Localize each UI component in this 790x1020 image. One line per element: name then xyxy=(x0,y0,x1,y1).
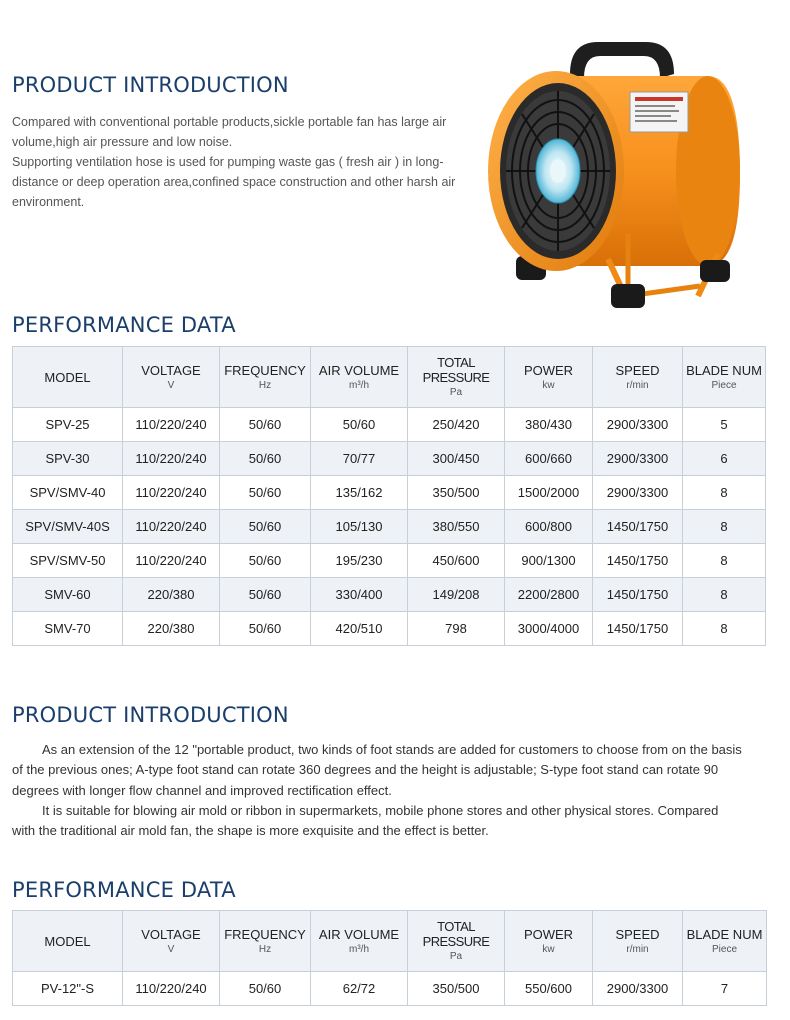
column-header-unit: m³/h xyxy=(349,379,369,391)
table-cell: 1450/1750 xyxy=(593,544,683,578)
column-header-label: TOTAL PRESSURE xyxy=(422,919,490,949)
column-header-label: MODEL xyxy=(44,933,91,949)
table-cell: 50/60 xyxy=(220,476,311,510)
column-header xyxy=(123,911,220,972)
section2-title: PRODUCT INTRODUCTION xyxy=(12,703,289,727)
column-header-unit: Hz xyxy=(258,379,272,391)
table-row xyxy=(13,544,766,578)
table-cell: 2900/3300 xyxy=(593,476,683,510)
column-header-unit: Hz xyxy=(258,943,272,955)
table-cell: 1450/1750 xyxy=(593,612,683,646)
column-header-label: VOLTAGE xyxy=(141,362,201,378)
table-cell: SPV/SMV-50 xyxy=(13,544,123,578)
table-cell: 50/60 xyxy=(220,972,311,1006)
column-header-unit: kw xyxy=(542,379,555,391)
table-cell: 50/60 xyxy=(220,408,311,442)
table-cell: 250/420 xyxy=(408,408,505,442)
column-header-unit: Pa xyxy=(449,387,463,398)
column-header-unit: r/min xyxy=(626,943,649,955)
table-cell: 220/380 xyxy=(123,578,220,612)
table-cell: 195/230 xyxy=(311,544,408,578)
table-cell: 62/72 xyxy=(311,972,408,1006)
column-header xyxy=(593,911,683,972)
table-cell: 50/60 xyxy=(220,442,311,476)
column-header xyxy=(408,911,505,972)
column-header-label: FREQUENCY xyxy=(224,926,306,942)
column-header-label: VOLTAGE xyxy=(141,926,201,942)
table-cell: 3000/4000 xyxy=(505,612,593,646)
table-cell: 600/800 xyxy=(505,510,593,544)
section1-paragraph: Supporting ventilation hose is used for pumping waste gas ( fresh air ) in long-distance or deep operation area,confined space construction and other harsh air environment. xyxy=(12,155,456,209)
table-cell: 110/220/240 xyxy=(123,442,220,476)
column-header xyxy=(505,347,593,408)
column-header-label: BLADE NUM xyxy=(686,362,762,378)
table-cell: 149/208 xyxy=(408,578,505,612)
portable-fan-image xyxy=(478,34,778,314)
table-cell: 8 xyxy=(683,476,766,510)
column-header xyxy=(683,347,766,408)
table-cell: 50/60 xyxy=(220,578,311,612)
table-cell: 8 xyxy=(683,578,766,612)
table-cell: SMV-70 xyxy=(13,612,123,646)
table-cell: SPV/SMV-40S xyxy=(13,510,123,544)
column-header-label: SPEED xyxy=(615,362,660,378)
column-header-unit: Pa xyxy=(449,951,463,962)
performance-table-1 xyxy=(12,346,766,646)
column-header xyxy=(505,911,593,972)
table-cell: 420/510 xyxy=(311,612,408,646)
column-header xyxy=(683,911,767,972)
table-cell: 110/220/240 xyxy=(123,510,220,544)
column-header-label: BLADE NUM xyxy=(686,926,763,942)
column-header-unit: V xyxy=(167,943,175,955)
table-cell: 110/220/240 xyxy=(123,476,220,510)
table-cell: 300/450 xyxy=(408,442,505,476)
column-header xyxy=(123,347,220,408)
table-cell: 220/380 xyxy=(123,612,220,646)
performance1-title: PERFORMANCE DATA xyxy=(12,313,236,337)
table-cell: SPV-30 xyxy=(13,442,123,476)
table-cell: 380/550 xyxy=(408,510,505,544)
column-header xyxy=(311,347,408,408)
table-cell: SPV/SMV-40 xyxy=(13,476,123,510)
column-header xyxy=(408,347,505,408)
table-cell: 50/60 xyxy=(220,510,311,544)
table-cell: 1450/1750 xyxy=(593,510,683,544)
column-header xyxy=(593,347,683,408)
table-cell: 380/430 xyxy=(505,408,593,442)
table-cell: 450/600 xyxy=(408,544,505,578)
table-row xyxy=(13,442,766,476)
section1-title: PRODUCT INTRODUCTION xyxy=(12,73,289,97)
column-header-label: POWER xyxy=(523,926,574,942)
table-cell: 6 xyxy=(683,442,766,476)
table-cell: 110/220/240 xyxy=(123,544,220,578)
column-header xyxy=(13,347,123,408)
table-cell: 2900/3300 xyxy=(593,442,683,476)
column-header-label: POWER xyxy=(523,362,574,378)
column-header-label: SPEED xyxy=(615,926,660,942)
table-row xyxy=(13,578,766,612)
column-header xyxy=(13,911,123,972)
table-cell: 8 xyxy=(683,612,766,646)
column-header-unit: Piece xyxy=(711,943,737,955)
table-cell: 110/220/240 xyxy=(123,972,220,1006)
section1-paragraph: Compared with conventional portable products,sickle portable fan has large air volume,high air pressure and low noise. xyxy=(12,115,447,149)
table-cell: 350/500 xyxy=(408,972,505,1006)
column-header-unit: kw xyxy=(542,943,555,955)
table-cell: 2200/2800 xyxy=(505,578,593,612)
section2-text xyxy=(12,740,742,841)
column-header-label: TOTAL PRESSURE xyxy=(422,355,490,385)
table-row xyxy=(13,408,766,442)
table-cell: 50/60 xyxy=(220,544,311,578)
table-cell: 110/220/240 xyxy=(123,408,220,442)
column-header-label: FREQUENCY xyxy=(224,362,306,378)
table-cell: SPV-25 xyxy=(13,408,123,442)
column-header-unit: r/min xyxy=(626,379,649,391)
table-cell: SMV-60 xyxy=(13,578,123,612)
table-cell: 600/660 xyxy=(505,442,593,476)
column-header-label: MODEL xyxy=(44,369,91,385)
table-cell: 105/130 xyxy=(311,510,408,544)
table-cell: 50/60 xyxy=(311,408,408,442)
table-row xyxy=(13,612,766,646)
table-cell: 8 xyxy=(683,544,766,578)
table-cell: 2900/3300 xyxy=(593,408,683,442)
table-cell: 7 xyxy=(683,972,767,1006)
table-row xyxy=(13,972,767,1006)
section1-text xyxy=(12,112,472,212)
performance-table-2 xyxy=(12,910,767,1006)
table-cell: 5 xyxy=(683,408,766,442)
column-header-label: AIR VOLUME xyxy=(318,926,400,942)
table-cell: 1450/1750 xyxy=(593,578,683,612)
section2-paragraph: As an extension of the 12 "portable product, two kinds of foot stands are added for customers to choose from on the basis of the previous ones; A-type foot stand can rotate 360 degrees and the height is adjustable; S-type foot stand can rotate 90 degrees with longer flow channel and improved rectification effect. xyxy=(12,742,742,798)
column-header-unit: V xyxy=(167,379,175,391)
table-cell: PV-12"-S xyxy=(13,972,123,1006)
table-cell: 1500/2000 xyxy=(505,476,593,510)
table-header-row xyxy=(13,347,766,408)
column-header xyxy=(311,911,408,972)
table-cell: 50/60 xyxy=(220,612,311,646)
column-header-unit: Piece xyxy=(711,379,737,391)
table-cell: 550/600 xyxy=(505,972,593,1006)
performance2-title: PERFORMANCE DATA xyxy=(12,878,236,902)
column-header xyxy=(220,347,311,408)
table-cell: 330/400 xyxy=(311,578,408,612)
table-cell: 798 xyxy=(408,612,505,646)
table-cell: 135/162 xyxy=(311,476,408,510)
column-header-unit: m³/h xyxy=(349,943,369,955)
section2-paragraph: It is suitable for blowing air mold or ribbon in supermarkets, mobile phone stores and other physical stores. Compared with the traditional air mold fan, the shape is more exquisite and the effect is better. xyxy=(12,802,719,839)
column-header xyxy=(220,911,311,972)
table-cell: 900/1300 xyxy=(505,544,593,578)
table-row xyxy=(13,476,766,510)
table-header-row xyxy=(13,911,767,972)
table-cell: 350/500 xyxy=(408,476,505,510)
table-cell: 8 xyxy=(683,510,766,544)
column-header-label: AIR VOLUME xyxy=(318,362,400,378)
table-cell: 2900/3300 xyxy=(593,972,683,1006)
table-row xyxy=(13,510,766,544)
table-cell: 70/77 xyxy=(311,442,408,476)
